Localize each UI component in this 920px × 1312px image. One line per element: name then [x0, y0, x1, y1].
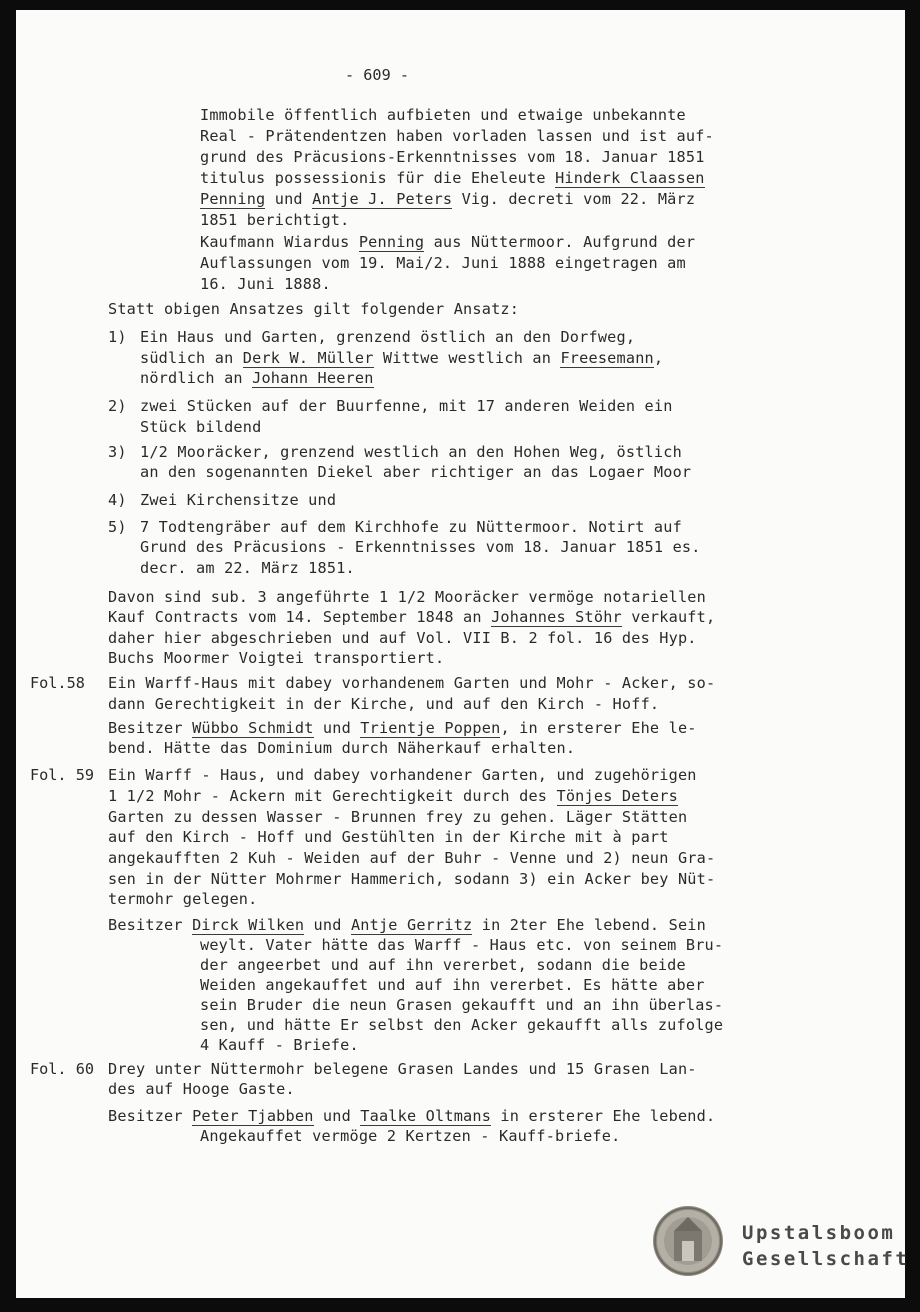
davon-text-line: Kauf Contracts vom 14. September 1848 an Johannes Stöhr verkauft,	[108, 608, 716, 626]
folio-label: Fol.58	[30, 674, 85, 692]
underlined-name: Peter Tjabben	[192, 1107, 314, 1125]
item3-text-line: 1/2 Mooräcker, grenzend westlich an den Hohen Weg, östlich	[140, 443, 682, 461]
bes59-text-line: sein Bruder die neun Grasen gekaufft und an ihn überlas-	[200, 996, 724, 1014]
statt-text-line: Statt obigen Ansatzes gilt folgender Ansatz:	[108, 300, 520, 318]
fol59-text-line: 1 1/2 Mohr - Ackern mit Gerechtigkeit durch des Tönjes Deters	[108, 787, 678, 805]
underlined-name: Dirck Wilken	[192, 916, 305, 934]
page-number: - 609 -	[345, 66, 410, 84]
bes59-text-line: Weiden angekauffet und auf ihn vererbet. Es hätte aber	[200, 976, 705, 994]
bes59-text-line: 4 Kauff - Briefe.	[200, 1036, 359, 1054]
item1-text-line: Ein Haus und Garten, grenzend östlich an den Dorfweg,	[140, 328, 636, 346]
bes60-text-line: Besitzer Peter Tjabben und Taalke Oltmans in ersterer Ehe lebend.	[108, 1107, 716, 1125]
underlined-name: Tönjes Deters	[556, 787, 678, 805]
fol60-text-line: Drey unter Nüttermohr belegene Grasen Landes und 15 Grasen Lan-	[108, 1060, 697, 1078]
fol58-text-line: Ein Warff-Haus mit dabey vorhandenem Garten und Mohr - Acker, so-	[108, 674, 716, 692]
underlined-name: Johannes Stöhr	[491, 608, 622, 626]
underlined-name: Antje Gerritz	[350, 916, 473, 934]
item2-text-line: zwei Stücken auf der Buurfenne, mit 17 anderen Weiden ein	[140, 397, 673, 415]
kaufmann-text-line: Kaufmann Wiardus Penning aus Nüttermoor. Aufgrund der	[200, 233, 696, 251]
fol59-text-line: sen in der Nütter Mohrmer Hammerich, sodann 3) ein Acker bey Nüt-	[108, 870, 716, 888]
logo-line1: Upstalsboom	[742, 1222, 896, 1244]
bes59-text-line: Besitzer Dirck Wilken und Antje Gerritz in 2ter Ehe lebend. Sein	[108, 916, 706, 934]
fol60-text-line: des auf Hooge Gaste.	[108, 1080, 295, 1098]
davon-text-line: Buchs Moormer Voigtei transportiert.	[108, 649, 445, 667]
intro-text-line: Immobile öffentlich aufbieten und etwaige unbekannte	[200, 106, 686, 124]
list-number: 5)	[108, 518, 127, 536]
fol59-text-line: auf den Kirch - Hoff und Gestühlten in der Kirche mit à part	[108, 828, 669, 846]
intro-text-line: 1851 berichtigt.	[200, 211, 350, 229]
bes58-text-line: bend. Hätte das Dominium durch Näherkauf erhalten.	[108, 739, 576, 757]
fol59-text-line: termohr gelegen.	[108, 890, 258, 908]
kaufmann-text-line: 16. Juni 1888.	[200, 275, 331, 293]
underlined-name: Hinderk Claassen	[555, 169, 705, 187]
intro-text-line: Penning und Antje J. Peters Vig. decreti vom 22. März	[200, 190, 696, 208]
underlined-name: Penning	[200, 190, 266, 208]
underlined-name: Penning	[358, 233, 425, 251]
bes59-text-line: sen, und hätte Er selbst den Acker gekaufft alls zufolge	[200, 1016, 724, 1034]
item4-text-line: Zwei Kirchensitze und	[140, 491, 337, 509]
fol59-text-line: angekaufften 2 Kuh - Weiden auf der Buhr - Venne und 2) neun Gra-	[108, 849, 716, 867]
item1-text-line: nördlich an Johann Heeren	[140, 369, 374, 387]
davon-text-line: Davon sind sub. 3 angeführte 1 1/2 Mooräcker vermöge notariellen	[108, 588, 706, 606]
folio-label: Fol. 59	[30, 766, 95, 784]
list-number: 4)	[108, 491, 127, 509]
intro-text-line: Real - Prätendentzen haben vorladen lassen und ist auf-	[200, 127, 714, 145]
kaufmann-text-line: Auflassungen vom 19. Mai/2. Juni 1888 eingetragen am	[200, 254, 686, 272]
bes60-text-line: Angekauffet vermöge 2 Kertzen - Kauff-briefe.	[200, 1127, 621, 1145]
fol59-text-line: Garten zu dessen Wasser - Brunnen frey zu gehen. Läger Stätten	[108, 808, 688, 826]
underlined-name: Johann Heeren	[252, 369, 374, 387]
item5-text-line: 7 Todtengräber auf dem Kirchhofe zu Nüttermoor. Notirt auf	[140, 518, 682, 536]
intro-text-line: titulus possessionis für die Eheleute Hinderk Claassen	[200, 169, 705, 187]
underlined-name: Antje J. Peters	[312, 190, 453, 208]
underlined-name: Freesemann	[560, 349, 654, 367]
item3-text-line: an den sogenannten Diekel aber richtiger an das Logaer Moor	[140, 463, 692, 481]
list-number: 2)	[108, 397, 127, 415]
underlined-name: Derk W. Müller	[242, 349, 374, 367]
logo-line2: Gesellschaft	[742, 1248, 910, 1270]
bes59-text-line: der angeerbet und auf ihn vererbet, sodann die beide	[200, 956, 686, 974]
list-number: 3)	[108, 443, 127, 461]
fol58-text-line: dann Gerechtigkeit in der Kirche, und auf den Kirch - Hoff.	[108, 695, 660, 713]
item5-text-line: decr. am 22. März 1851.	[140, 559, 355, 577]
item2-text-line: Stück bildend	[140, 418, 262, 436]
fol59-text-line: Ein Warff - Haus, und dabey vorhandener Garten, und zugehörigen	[108, 766, 697, 784]
list-number: 1)	[108, 328, 127, 346]
item5-text-line: Grund des Präcusions - Erkenntnisses vom 18. Januar 1851 es.	[140, 538, 701, 556]
intro-text-line: grund des Präcusions-Erkenntnisses vom 18. Januar 1851	[200, 148, 705, 166]
bes59-text-line: weylt. Vater hätte das Warff - Haus etc. von seinem Bru-	[200, 936, 724, 954]
document-page	[16, 10, 910, 1298]
society-seal-icon	[652, 1205, 724, 1277]
underlined-name: Trientje Poppen	[360, 719, 501, 737]
bes58-text-line: Besitzer Wübbo Schmidt und Trientje Poppen, in ersterer Ehe le-	[108, 719, 697, 737]
item1-text-line: südlich an Derk W. Müller Wittwe westlich an Freesemann,	[140, 349, 664, 367]
underlined-name: Wübbo Schmidt	[192, 719, 314, 737]
davon-text-line: daher hier abgeschrieben und auf Vol. VII B. 2 fol. 16 des Hyp.	[108, 629, 697, 647]
underlined-name: Taalke Oltmans	[360, 1107, 492, 1125]
folio-label: Fol. 60	[30, 1060, 95, 1078]
